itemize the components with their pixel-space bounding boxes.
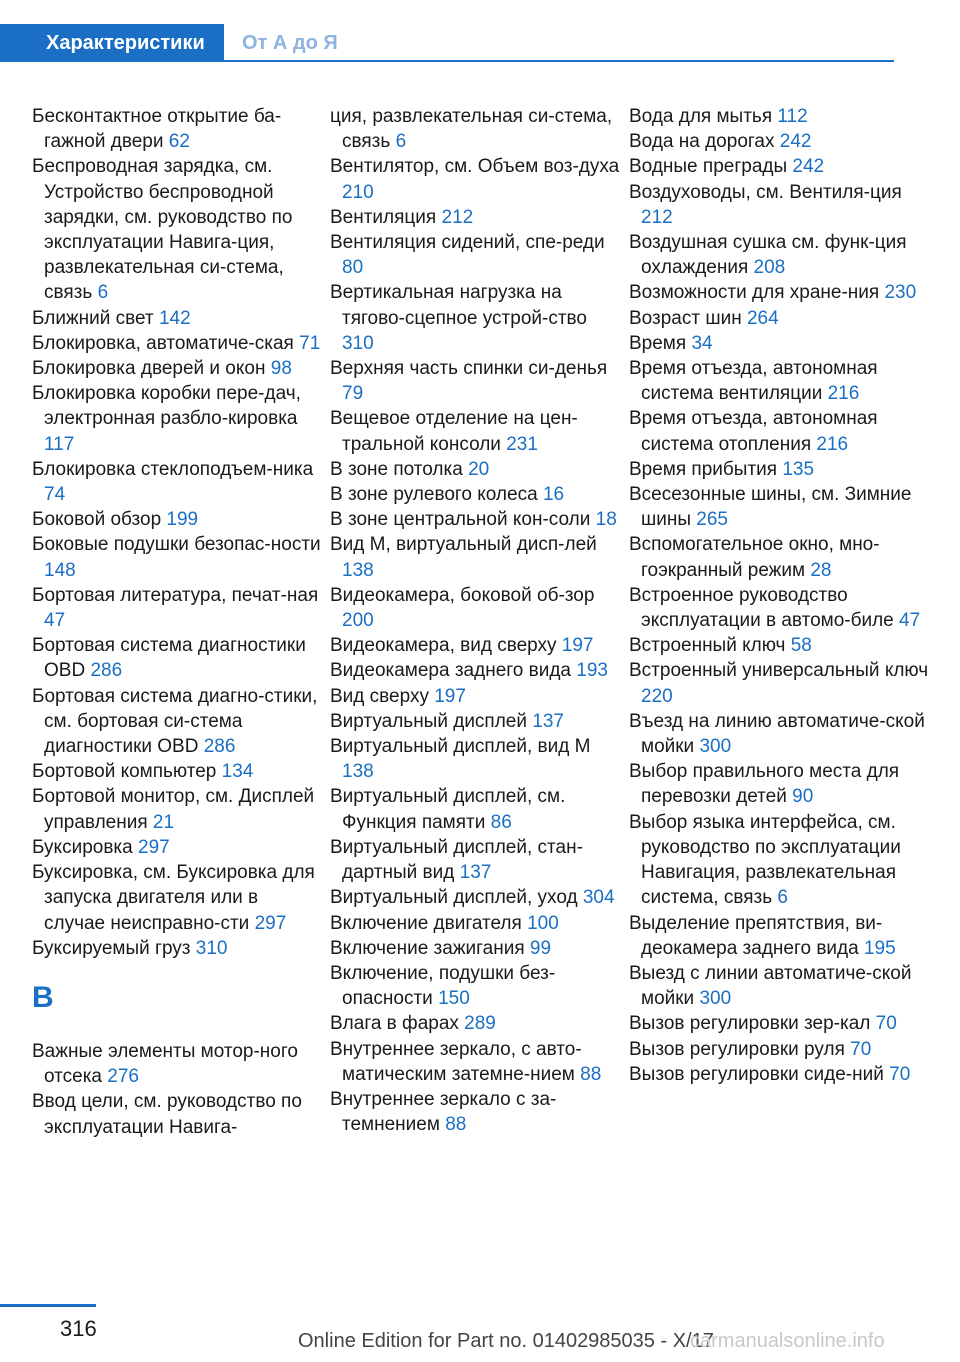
watermark: carmanualsonline.info: [690, 1330, 885, 1352]
index-entry-text: Бортовой компьютер: [32, 761, 217, 783]
page-link[interactable]: 47: [899, 610, 921, 632]
index-entry: [330, 154, 620, 204]
index-entry: [32, 154, 322, 305]
index-entry: [330, 709, 620, 734]
index-entry-text: Вызов регулировки руля: [629, 1038, 845, 1060]
index-entry-text: Встроенный универсальный ключ: [629, 660, 929, 682]
index-entry-text: Воздуховоды, см. Вентиля-ция: [629, 181, 902, 203]
index-entry: [629, 331, 929, 356]
index-entry-text: Внутреннее зеркало с за-темнением: [330, 1088, 557, 1136]
index-entry: [629, 1062, 929, 1087]
page-link[interactable]: 70: [875, 1013, 897, 1035]
page-link[interactable]: 310: [342, 332, 374, 354]
index-entry: [629, 532, 929, 582]
index-entry-text: Внутреннее зеркало, с авто-матическим затемне-нием: [330, 1038, 582, 1085]
index-entry-text: Вода на дорогах: [629, 131, 775, 153]
index-entry: [330, 205, 620, 230]
page-link[interactable]: 208: [753, 257, 786, 279]
index-entry-text: Время отъезда, автономная система отопления: [629, 408, 878, 455]
index-entry-text: Блокировка дверей и окон: [32, 358, 266, 380]
index-entry: [330, 482, 620, 507]
index-entry: [330, 356, 620, 406]
page-link[interactable]: 58: [790, 635, 812, 657]
index-entry-text: Вид сверху: [330, 685, 429, 707]
page-link[interactable]: 100: [527, 912, 559, 934]
header-divider: [224, 60, 894, 62]
page-link[interactable]: 297: [138, 836, 170, 858]
page-link[interactable]: 6: [777, 887, 788, 909]
page-link[interactable]: 148: [44, 559, 76, 581]
index-entry: [330, 583, 620, 633]
index-entry: [32, 633, 322, 683]
page-link[interactable]: 286: [90, 660, 123, 682]
index-entry-text: Въезд на линию автоматиче-ской мойки: [629, 710, 925, 758]
page-link[interactable]: 276: [107, 1066, 139, 1088]
index-entry-text: Включение двигателя: [330, 912, 522, 934]
index-entry-text: Вид M, виртуальный дисп-лей: [330, 534, 597, 556]
index-entry: [330, 835, 620, 885]
index-entry-text: Блокировка стеклоподъем-ника: [32, 458, 314, 480]
index-entry-text: Бортовая система диагностики OBD: [32, 635, 306, 682]
index-entry: [330, 784, 620, 834]
page-link[interactable]: 117: [44, 433, 75, 455]
index-entry-text: Всесезонные шины, см. Зимние шины: [629, 484, 912, 531]
index-entry: [330, 684, 620, 709]
index-entry: [629, 129, 929, 154]
index-column-3: [629, 104, 929, 1087]
index-entry: [629, 406, 929, 456]
page-link[interactable]: 70: [889, 1063, 911, 1085]
index-entry: [32, 532, 322, 582]
index-entry: [32, 759, 322, 784]
page-link[interactable]: 193: [576, 660, 608, 682]
page-link[interactable]: 6: [395, 131, 407, 153]
page-link[interactable]: 197: [561, 635, 594, 657]
page-link[interactable]: 297: [254, 912, 287, 934]
tab-a-to-z[interactable]: От А до Я: [242, 32, 338, 54]
index-entry: [330, 885, 620, 910]
index-entry: [32, 1039, 322, 1089]
index-entry-text: Виртуальный дисплей, уход: [330, 887, 578, 909]
page-link[interactable]: 18: [595, 509, 617, 531]
page-link[interactable]: 135: [782, 458, 815, 480]
index-entry-text: Выделение препятствия, ви-деокамера заднего вида: [629, 912, 883, 959]
index-entry-text: Боковой обзор: [32, 509, 162, 531]
index-entry-text: Видеокамера, вид сверху: [330, 635, 557, 657]
page-link[interactable]: 242: [792, 156, 825, 178]
index-entry-text: Видеокамера, боковой об-зор: [330, 584, 595, 606]
index-column-1: [32, 104, 322, 1140]
index-entry-text: Виртуальный дисплей: [330, 710, 527, 732]
index-entry: [629, 457, 929, 482]
index-entry: [32, 860, 322, 936]
page-link[interactable]: 210: [342, 181, 374, 203]
index-entry-text: Беспроводная зарядка, см. Устройство беспроводной зарядки, см. руководство по эксплуатации Навига-ция, развлекательная си-стема, связь: [32, 156, 293, 304]
index-entry: [330, 1037, 620, 1087]
page-link[interactable]: 137: [532, 710, 564, 732]
page-link[interactable]: 74: [44, 484, 66, 506]
index-entry: [32, 1089, 322, 1139]
index-entry-text: Бортовая система диагно-стики, см. бортовая си-стема диагностики OBD: [32, 685, 318, 758]
index-entry-text: Верхняя часть спинки си-денья: [330, 358, 608, 380]
page-link[interactable]: 300: [699, 736, 732, 758]
index-entry-text: Водные преграды: [629, 156, 788, 178]
page-link[interactable]: 90: [792, 786, 814, 808]
index-entry-text: Время: [629, 332, 687, 354]
index-entry: [629, 482, 929, 532]
page-link[interactable]: 98: [270, 358, 292, 380]
index-entry: [629, 154, 929, 179]
index-entry: [32, 507, 322, 532]
page-link[interactable]: 300: [699, 988, 732, 1010]
page-link[interactable]: 264: [746, 307, 779, 329]
index-entry: [629, 911, 929, 961]
page-link[interactable]: 71: [299, 332, 321, 354]
index-entry-text: Вентиляция: [330, 206, 437, 228]
index-entry: [629, 356, 929, 406]
index-entry-text: Встроенный ключ: [629, 635, 786, 657]
index-entry-text: Выбор правильного места для перевозки детей: [629, 761, 900, 808]
page-link[interactable]: 16: [542, 484, 565, 506]
index-entry: [629, 759, 929, 809]
index-entry-text: Блокировка коробки пере-дач, электронная разбло-кировка: [32, 383, 301, 430]
index-entry: [32, 684, 322, 760]
index-entry-text: Боковые подушки безопас-ности: [32, 534, 321, 556]
index-entry: [629, 280, 929, 305]
index-entry-text: Видеокамера заднего вида: [330, 660, 571, 682]
page-link[interactable]: 28: [810, 559, 832, 581]
page-link[interactable]: 47: [44, 610, 66, 632]
index-entry-text: Бесконтактное открытие ба-гажной двери: [32, 106, 282, 153]
page-link[interactable]: 265: [696, 509, 728, 531]
index-entry-text: Возраст шин: [629, 307, 742, 329]
index-entry: [629, 230, 929, 280]
index-entry: [629, 583, 929, 633]
index-entry: [330, 457, 620, 482]
index-entry-text: Вызов регулировки зер-кал: [629, 1013, 871, 1035]
index-entry: [330, 936, 620, 961]
index-entry: [32, 381, 322, 457]
index-entry-text: Вода для мытья: [629, 106, 773, 127]
index-entry-text: Выбор языка интерфейса, см. руководство по эксплуатации Навигация, развлекательная система, связь: [629, 811, 901, 909]
page-link[interactable]: 99: [529, 937, 552, 959]
index-entry: [32, 356, 322, 381]
index-entry-text: Вентиляция сидений, спе-реди: [330, 232, 605, 254]
index-entry-text: В зоне потолка: [330, 458, 463, 480]
index-entry-text: Включение, подушки без-опасности: [330, 962, 556, 1010]
page-link[interactable]: 200: [342, 610, 374, 632]
page-link[interactable]: 79: [342, 383, 364, 405]
page-link[interactable]: 216: [827, 383, 860, 405]
index-entry: [330, 104, 620, 154]
index-entry-text: Важные элементы мотор-ного отсека: [32, 1040, 298, 1088]
index-entry-text: В зоне центральной кон-соли: [330, 509, 591, 531]
index-entry: [32, 331, 322, 356]
index-entry-text: Включение зажигания: [330, 937, 525, 959]
page-link[interactable]: 34: [691, 332, 713, 354]
index-entry: [330, 507, 620, 532]
tab-characteristics[interactable]: Характеристики: [0, 24, 224, 62]
page-link[interactable]: 197: [434, 685, 466, 707]
index-entry: [629, 961, 929, 1011]
index-entry-text: В зоне рулевого колеса: [330, 484, 538, 506]
page-link[interactable]: 137: [459, 862, 492, 884]
page-link[interactable]: 195: [863, 937, 896, 959]
page-link[interactable]: 289: [464, 1013, 496, 1035]
page-link[interactable]: 230: [884, 282, 917, 304]
index-entry-text: Ближний свет: [32, 307, 154, 329]
index-entry-text: Виртуальный дисплей, стан-дартный вид: [330, 836, 583, 884]
index-entry-text: Возможности для хране-ния: [629, 282, 880, 304]
page-link[interactable]: 212: [441, 206, 474, 228]
page-link[interactable]: 138: [342, 761, 374, 783]
page-link[interactable]: 138: [342, 559, 374, 581]
index-entry: [330, 1011, 620, 1036]
page-link[interactable]: 286: [203, 736, 236, 758]
page-link[interactable]: 216: [816, 433, 849, 455]
index-entry: [629, 306, 929, 331]
page-link[interactable]: 21: [152, 811, 175, 833]
index-entry: [629, 810, 929, 911]
page-link[interactable]: 199: [166, 509, 199, 531]
page-link[interactable]: 88: [580, 1063, 602, 1085]
page-link[interactable]: 142: [158, 307, 191, 329]
index-entry-text: Время прибытия: [629, 458, 778, 480]
index-entry: [629, 633, 929, 658]
footer-divider: [0, 1304, 96, 1307]
index-entry-text: Виртуальный дисплей, вид M: [330, 736, 591, 758]
index-entry-text: ция, развлекательная си-стема, связь: [330, 106, 613, 153]
index-entry-text: Блокировка, автоматиче-ская: [32, 332, 294, 354]
index-entry-text: Время отъезда, автономная система вентиляции: [629, 358, 878, 405]
index-entry: [629, 1011, 929, 1036]
index-entry-text: Буксируемый груз: [32, 937, 191, 959]
page-link[interactable]: 231: [506, 433, 538, 455]
index-entry-text: Вызов регулировки сиде-ний: [629, 1063, 884, 1085]
index-entry: [330, 280, 620, 356]
index-entry: [32, 104, 322, 154]
page-number: 316: [60, 1316, 97, 1341]
index-entry: [32, 835, 322, 860]
page-link[interactable]: 310: [195, 937, 228, 959]
index-entry: [330, 633, 620, 658]
page-link[interactable]: 242: [779, 131, 812, 153]
index-entry-text: Буксировка, см. Буксировка для запуска двигателя или в случае неисправно-сти: [32, 862, 315, 934]
index-entry: [330, 961, 620, 1011]
page-link[interactable]: 70: [850, 1038, 872, 1060]
header: [0, 24, 960, 62]
index-entry: [330, 1087, 620, 1137]
index-entry: [330, 230, 620, 280]
section-letter: В: [32, 980, 54, 1014]
index-entry: [32, 936, 322, 961]
index-entry-text: Буксировка: [32, 836, 133, 858]
page-link[interactable]: 88: [445, 1114, 467, 1136]
index-entry: [32, 457, 322, 507]
index-entry-text: Воздушная сушка см. функ-ция охлаждения: [629, 232, 907, 279]
index-entry: [629, 104, 929, 129]
page-link[interactable]: 86: [490, 811, 512, 833]
index-entry: [32, 306, 322, 331]
page-link[interactable]: 80: [342, 257, 364, 279]
index-entry-text: Ввод цели, см. руководство по эксплуатации Навига-: [32, 1091, 302, 1138]
index-entry: [629, 709, 929, 759]
index-entry-text: Влага в фарах: [330, 1013, 459, 1035]
index-entry: [32, 583, 322, 633]
index-entry: [32, 784, 322, 834]
index-entry-text: Встроенное руководство эксплуатации в автомо-биле: [629, 584, 894, 632]
index-entry-text: Вентилятор, см. Объем воз-духа: [330, 156, 620, 178]
page-link[interactable]: 212: [641, 206, 673, 228]
page-link[interactable]: 62: [168, 131, 190, 153]
index-entry-text: Выезд с линии автоматиче-ской мойки: [629, 962, 912, 1010]
page-link[interactable]: 134: [221, 761, 254, 783]
page-link[interactable]: 150: [438, 988, 470, 1010]
index-entry: [330, 658, 620, 683]
index-entry-text: Бортовой монитор, см. Дисплей управления: [32, 786, 315, 833]
index-entry-text: Бортовая литература, печат-ная: [32, 584, 319, 606]
index-entry-text: Вертикальная нагрузка на тягово-сцепное устрой-ство: [330, 282, 587, 329]
page-link[interactable]: 112: [777, 106, 808, 127]
index-entry: [629, 180, 929, 230]
index-entry-text: Виртуальный дисплей, см. Функция памяти: [330, 786, 566, 833]
index-entry: [629, 658, 929, 708]
index-entry: [330, 406, 620, 456]
index-entry-text: Вещевое отделение на цен-тральной консоли: [330, 408, 578, 455]
page-link[interactable]: 20: [468, 458, 490, 480]
index-entry: [629, 1037, 929, 1062]
index-entry: [330, 532, 620, 582]
page-link[interactable]: 220: [641, 685, 673, 707]
index-entry-text: Вспомогательное окно, мно-гоэкранный режим: [629, 534, 880, 581]
index-column-2: [330, 104, 620, 1137]
index-entry: [330, 734, 620, 784]
page-link[interactable]: 304: [582, 887, 615, 909]
page-link[interactable]: 6: [97, 282, 109, 304]
index-entry: [330, 911, 620, 936]
edition-text: Online Edition for Part no. 01402985035 - X/17: [298, 1330, 714, 1352]
